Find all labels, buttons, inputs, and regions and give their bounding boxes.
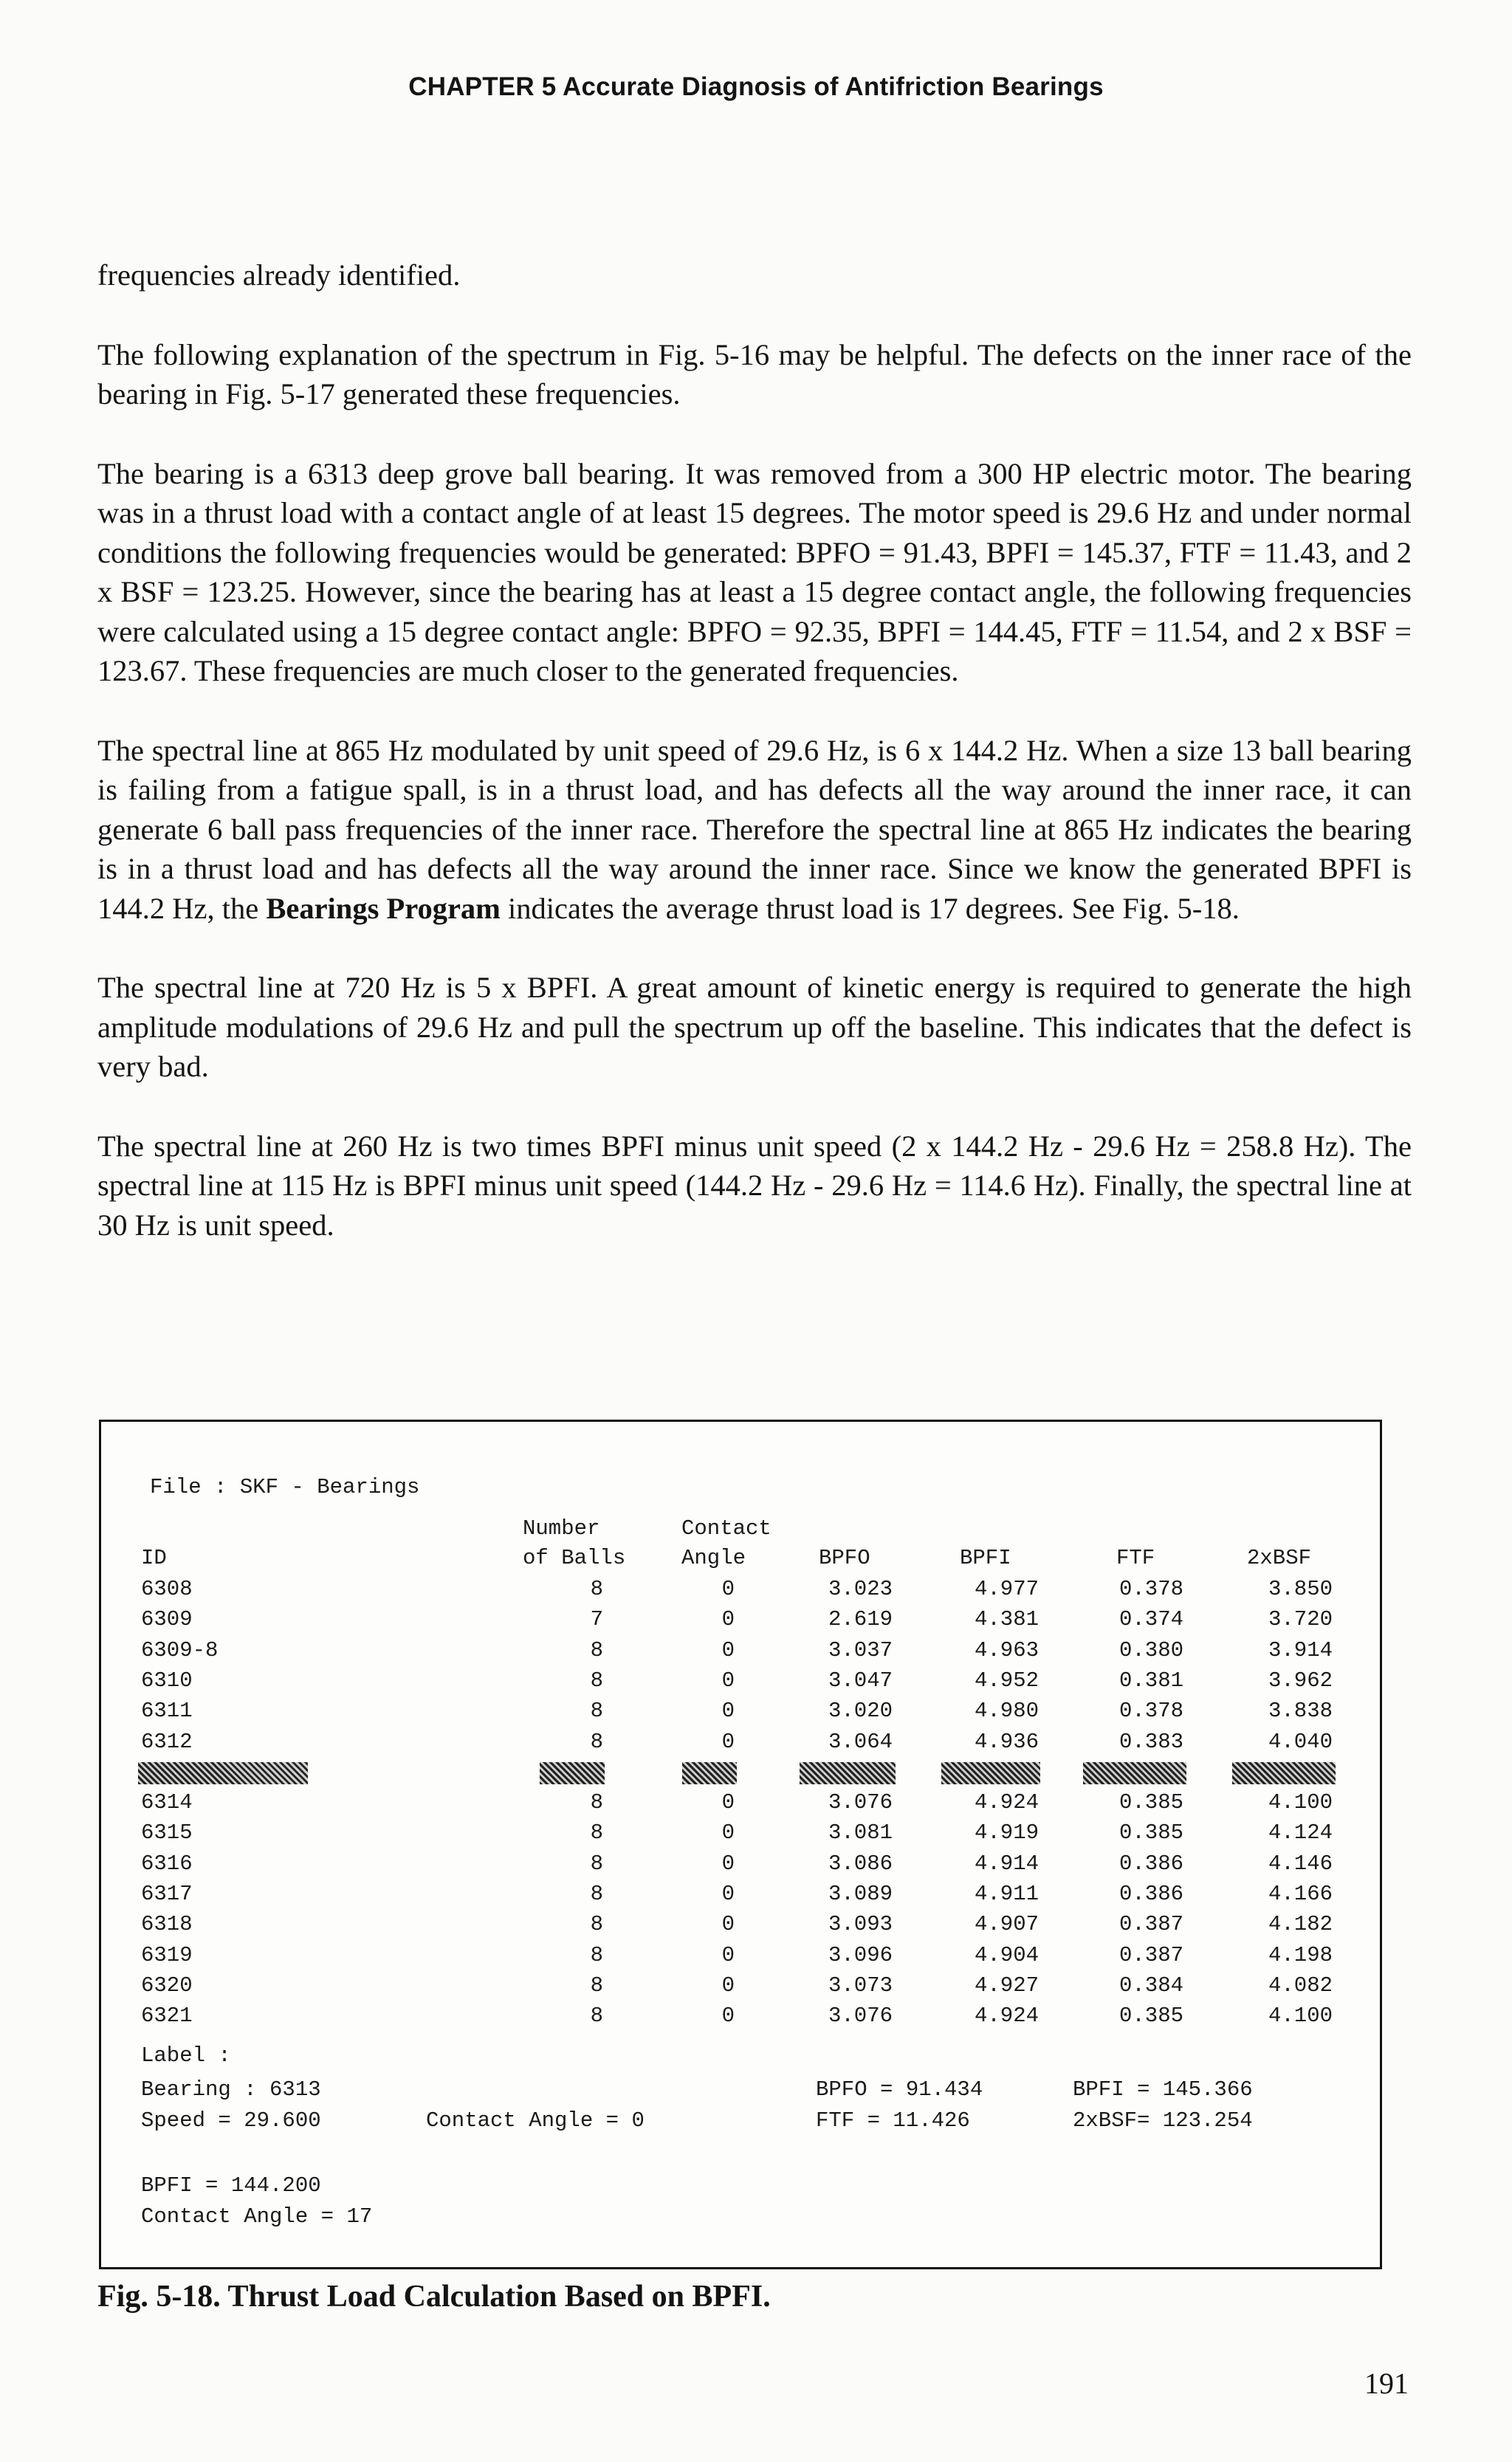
- cell-2xbsf: 4.040: [1268, 1729, 1333, 1754]
- cell-bpfo: 2.619: [828, 1607, 893, 1632]
- cell-id: 6310: [141, 1668, 193, 1693]
- selection-highlight: [682, 1762, 737, 1784]
- cell-id: 6317: [141, 1882, 193, 1906]
- cell-angle: 0: [721, 1577, 735, 1601]
- selection-highlight: [540, 1762, 605, 1784]
- cell-angle: 0: [721, 1851, 735, 1876]
- cell-id: 6314: [141, 1790, 193, 1815]
- selection-highlight: [138, 1762, 308, 1784]
- cell-balls: 8: [590, 1729, 603, 1754]
- cell-ftf: 0.386: [1118, 1851, 1183, 1876]
- cell-ftf: 0.385: [1118, 2004, 1183, 2029]
- cell-bpfo: 3.076: [828, 1790, 893, 1815]
- cell-2xbsf: 4.082: [1268, 1973, 1333, 1998]
- cell-bpfi: 4.936: [974, 1729, 1039, 1754]
- cell-2xbsf: 4.198: [1268, 1942, 1333, 1967]
- bpfo-result: BPFO = 91.434: [816, 2077, 983, 2102]
- cell-2xbsf: 4.166: [1268, 1882, 1333, 1906]
- label-line: Label :: [141, 2043, 231, 2068]
- contact-angle-line: Contact Angle = 0: [426, 2108, 645, 2133]
- bearings-program-screen: [99, 1420, 1382, 2269]
- cell-id: 6320: [141, 1973, 193, 1998]
- bpfi-result: BPFI = 145.366: [1073, 2077, 1253, 2102]
- cell-id: 6309: [141, 1607, 193, 1632]
- cell-bpfi: 4.914: [974, 1851, 1039, 1876]
- chapter-header: CHAPTER 5 Accurate Diagnosis of Antifriction Bearings: [408, 72, 1104, 101]
- cell-bpfo: 3.086: [828, 1851, 893, 1876]
- cell-balls: 8: [590, 1820, 603, 1846]
- cell-ftf: 0.378: [1118, 1699, 1183, 1724]
- cell-balls: 8: [590, 1699, 603, 1724]
- cell-angle: 0: [721, 1973, 735, 1998]
- col-header-of-balls: of Balls: [523, 1546, 626, 1570]
- cell-id: 6318: [141, 1912, 193, 1937]
- col-header-contact: Contact: [681, 1516, 772, 1541]
- cell-bpfo: 3.096: [828, 1942, 893, 1967]
- cell-ftf: 0.385: [1118, 1790, 1183, 1815]
- cell-bpfo: 3.093: [828, 1912, 893, 1937]
- paragraph-4: The spectral line at 720 Hz is 5 x BPFI. A great amount of kinetic energy is required to generate the high amplitude modulations of 29.6 Hz and pull the spectrum up off the baseline. This indicates that the defect is very bad.: [97, 971, 1412, 1083]
- paragraph-3-part-c: indicates the average thrust load is 17 degrees. See Fig. 5-18.: [500, 891, 1240, 925]
- col-header-angle: Angle: [681, 1546, 746, 1570]
- cell-bpfo: 3.076: [828, 2004, 893, 2029]
- cell-bpfi: 4.911: [974, 1882, 1039, 1906]
- cell-2xbsf: 3.914: [1268, 1637, 1333, 1662]
- cell-ftf: 0.383: [1118, 1729, 1183, 1754]
- cell-bpfi: 4.980: [974, 1699, 1039, 1724]
- body-text: [97, 255, 1412, 1285]
- selection-highlight: [1232, 1762, 1336, 1784]
- cell-id: 6312: [141, 1729, 193, 1754]
- bpfi-input: BPFI = 144.200: [141, 2173, 321, 2198]
- cell-ftf: 0.380: [1118, 1637, 1183, 1662]
- cell-ftf: 0.386: [1118, 1882, 1183, 1906]
- cell-balls: 8: [590, 1668, 603, 1693]
- selection-highlight: [941, 1762, 1040, 1784]
- cell-balls: 8: [590, 1790, 603, 1815]
- cell-bpfi: 4.924: [974, 1790, 1039, 1815]
- cell-balls: 8: [590, 2004, 603, 2029]
- figure-caption: Fig. 5-18. Thrust Load Calculation Based on BPFI.: [97, 2280, 771, 2314]
- contact-angle-result: Contact Angle = 17: [141, 2204, 373, 2229]
- cell-angle: 0: [721, 1820, 735, 1846]
- col-header-id: ID: [141, 1546, 167, 1570]
- cell-balls: 8: [590, 1912, 603, 1937]
- cell-2xbsf: 4.182: [1268, 1912, 1333, 1937]
- cell-bpfo: 3.023: [828, 1577, 893, 1601]
- cell-2xbsf: 4.100: [1268, 1790, 1333, 1815]
- paragraph-0: frequencies already identified.: [97, 258, 461, 292]
- 2xbsf-result: 2xBSF= 123.254: [1073, 2108, 1253, 2133]
- cell-angle: 0: [721, 1637, 735, 1662]
- cell-bpfo: 3.064: [828, 1729, 893, 1754]
- cell-balls: 8: [590, 1942, 603, 1967]
- cell-bpfo: 3.037: [828, 1637, 893, 1662]
- paragraph-2: The bearing is a 6313 deep grove ball bearing. It was removed from a 300 HP electric motor. The bearing was in a thrust load with a contact angle of at least 15 degrees. The motor speed is 29.6 Hz and under normal conditions the following frequencies would be generated: BPFO = 91.43, BPFI = 145.37, FTF = 11.43, and 2 x BSF = 123.25. However, since the bearing has at least a 15 degree contact angle, the following frequencies were calculated using a 15 degree contact angle: BPFO = 92.35, BPFI = 144.45, FTF = 11.54, and 2 x BSF = 123.67. These frequencies are much closer to the generated frequencies.: [97, 456, 1412, 687]
- cell-ftf: 0.387: [1118, 1942, 1183, 1967]
- cell-2xbsf: 3.838: [1268, 1699, 1333, 1724]
- cell-ftf: 0.378: [1118, 1577, 1183, 1601]
- cell-balls: 8: [590, 1851, 603, 1876]
- cell-bpfo: 3.047: [828, 1668, 893, 1693]
- cell-bpfi: 4.927: [974, 1973, 1039, 1998]
- paragraph-3-part-a: The spectral line at 865 Hz modulated by unit speed of 29.6 Hz, is 6 x 144.2 Hz. When a size 13 ball bearing is failing from a fatigue spall, is in a thrust load, and has defects all the way around the inner race, it can generate 6 ball pass frequencies of the inner race. Therefore the spectral line at 865 Hz indicates the bearing is in a thrust load and has defects all the way around the inner race. Since we know the generated BPFI is 144.2 Hz, the: [97, 733, 1412, 925]
- cell-id: 6316: [141, 1851, 193, 1876]
- cell-bpfi: 4.963: [974, 1637, 1039, 1662]
- cell-balls: 7: [590, 1607, 603, 1632]
- cell-ftf: 0.381: [1118, 1668, 1183, 1693]
- col-header-2xbsf: 2xBSF: [1247, 1546, 1312, 1570]
- cell-bpfi: 4.381: [974, 1607, 1039, 1632]
- cell-bpfo: 3.020: [828, 1699, 893, 1724]
- speed-line: Speed = 29.600: [141, 2108, 321, 2133]
- file-line: File : SKF - Bearings: [150, 1475, 420, 1499]
- cell-ftf: 0.385: [1118, 1820, 1183, 1846]
- page-number: 191: [1364, 2367, 1409, 2400]
- col-header-bpfo: BPFO: [819, 1546, 870, 1570]
- cell-bpfo: 3.081: [828, 1820, 893, 1846]
- cell-2xbsf: 3.720: [1268, 1607, 1333, 1632]
- cell-bpfi: 4.919: [974, 1820, 1039, 1846]
- col-header-ftf: FTF: [1116, 1546, 1155, 1570]
- cell-angle: 0: [721, 1882, 735, 1906]
- cell-2xbsf: 3.962: [1268, 1668, 1333, 1693]
- cell-2xbsf: 4.100: [1268, 2004, 1333, 2029]
- cell-angle: 0: [721, 1729, 735, 1754]
- col-header-bpfi: BPFI: [960, 1546, 1011, 1570]
- cell-id: 6309-8: [141, 1637, 219, 1662]
- cell-balls: 8: [590, 1882, 603, 1906]
- ftf-result: FTF = 11.426: [816, 2108, 970, 2133]
- cell-balls: 8: [590, 1973, 603, 1998]
- cell-ftf: 0.374: [1118, 1607, 1183, 1632]
- cell-angle: 0: [721, 1912, 735, 1937]
- cell-2xbsf: 4.124: [1268, 1820, 1333, 1846]
- cell-id: 6311: [141, 1699, 193, 1724]
- cell-2xbsf: 4.146: [1268, 1851, 1333, 1876]
- cell-angle: 0: [721, 1942, 735, 1967]
- cell-bpfi: 4.924: [974, 2004, 1039, 2029]
- cell-id: 6308: [141, 1577, 193, 1601]
- cell-angle: 0: [721, 2004, 735, 2029]
- cell-ftf: 0.387: [1118, 1912, 1183, 1937]
- cell-2xbsf: 3.850: [1268, 1577, 1333, 1601]
- bearing-line: Bearing : 6313: [141, 2077, 321, 2102]
- cell-angle: 0: [721, 1607, 735, 1632]
- cell-bpfi: 4.977: [974, 1577, 1039, 1601]
- cell-ftf: 0.384: [1118, 1973, 1183, 1998]
- paragraph-5: The spectral line at 260 Hz is two times BPFI minus unit speed (2 x 144.2 Hz - 29.6 Hz = 258.8 Hz). The spectral line at 115 Hz is BPFI minus unit speed (144.2 Hz - 29.6 Hz = 114.6 Hz). Finally, the spectral line at 30 Hz is unit speed.: [97, 1129, 1412, 1242]
- cell-bpfi: 4.952: [974, 1668, 1039, 1693]
- selection-highlight: [1083, 1762, 1186, 1784]
- cell-angle: 0: [721, 1699, 735, 1724]
- selection-highlight: [800, 1762, 896, 1784]
- cell-bpfi: 4.907: [974, 1912, 1039, 1937]
- cell-bpfo: 3.089: [828, 1882, 893, 1906]
- cell-bpfo: 3.073: [828, 1973, 893, 1998]
- cell-id: 6321: [141, 2004, 193, 2029]
- paragraph-3: [97, 731, 1412, 929]
- cell-bpfi: 4.904: [974, 1942, 1039, 1967]
- cell-balls: 8: [590, 1637, 603, 1662]
- bearings-program-term: Bearings Program: [266, 891, 501, 925]
- cell-id: 6319: [141, 1942, 193, 1967]
- cell-balls: 8: [590, 1577, 603, 1601]
- paragraph-1: The following explanation of the spectrum in Fig. 5-16 may be helpful. The defects on the inner race of the bearing in Fig. 5-17 generated these frequencies.: [97, 337, 1412, 410]
- col-header-number: Number: [523, 1516, 600, 1541]
- cell-angle: 0: [721, 1790, 735, 1815]
- cell-id: 6315: [141, 1820, 193, 1846]
- cell-angle: 0: [721, 1668, 735, 1693]
